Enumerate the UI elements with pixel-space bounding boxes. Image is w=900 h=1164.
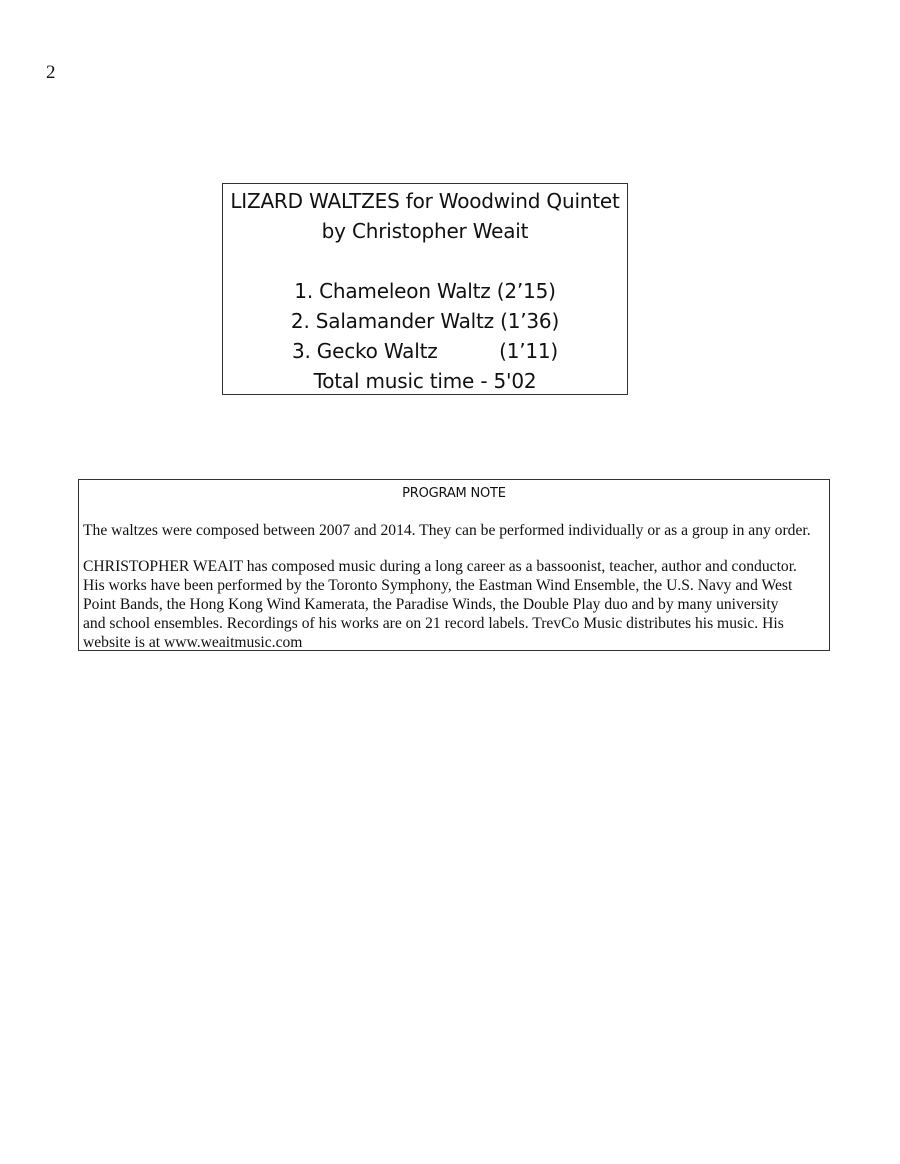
movement-item: 2. Salamander Waltz (1’36) bbox=[290, 309, 560, 333]
work-title: LIZARD WALTZES for Woodwind Quintet bbox=[230, 189, 620, 213]
title-box bbox=[222, 183, 628, 395]
paragraph-line: His works have been performed by the Toronto Symphony, the Eastman Wind Ensemble, the U.S. Navy and West bbox=[83, 577, 793, 594]
movement-item: 1. Chameleon Waltz (2’15) bbox=[294, 279, 556, 303]
program-note-box bbox=[78, 479, 830, 651]
paragraph-line: and school ensembles. Recordings of his works are on 21 record labels. TrevCo Music distributes his music. His bbox=[83, 615, 784, 632]
total-time: Total music time - 5'02 bbox=[313, 369, 537, 393]
program-note-paragraph-2 bbox=[83, 557, 825, 652]
paragraph-line: CHRISTOPHER WEAIT has composed music during a long career as a bassoonist, teacher, author and conductor. bbox=[83, 558, 797, 575]
paragraph-line: website is at www.weaitmusic.com bbox=[83, 634, 303, 651]
composer-byline: by Christopher Weait bbox=[321, 219, 529, 243]
program-note-paragraph-1: The waltzes were composed between 2007 and 2014. They can be performed individually or as a group in any order. bbox=[83, 522, 811, 539]
movement-item: 3. Gecko Waltz (1’11) bbox=[291, 339, 559, 363]
paragraph-line: Point Bands, the Hong Kong Wind Kamerata, the Paradise Winds, the Double Play duo and by many university bbox=[83, 596, 779, 613]
program-note-heading: PROGRAM NOTE bbox=[402, 486, 506, 501]
spacer bbox=[223, 246, 627, 276]
page-number: 2 bbox=[46, 62, 56, 83]
